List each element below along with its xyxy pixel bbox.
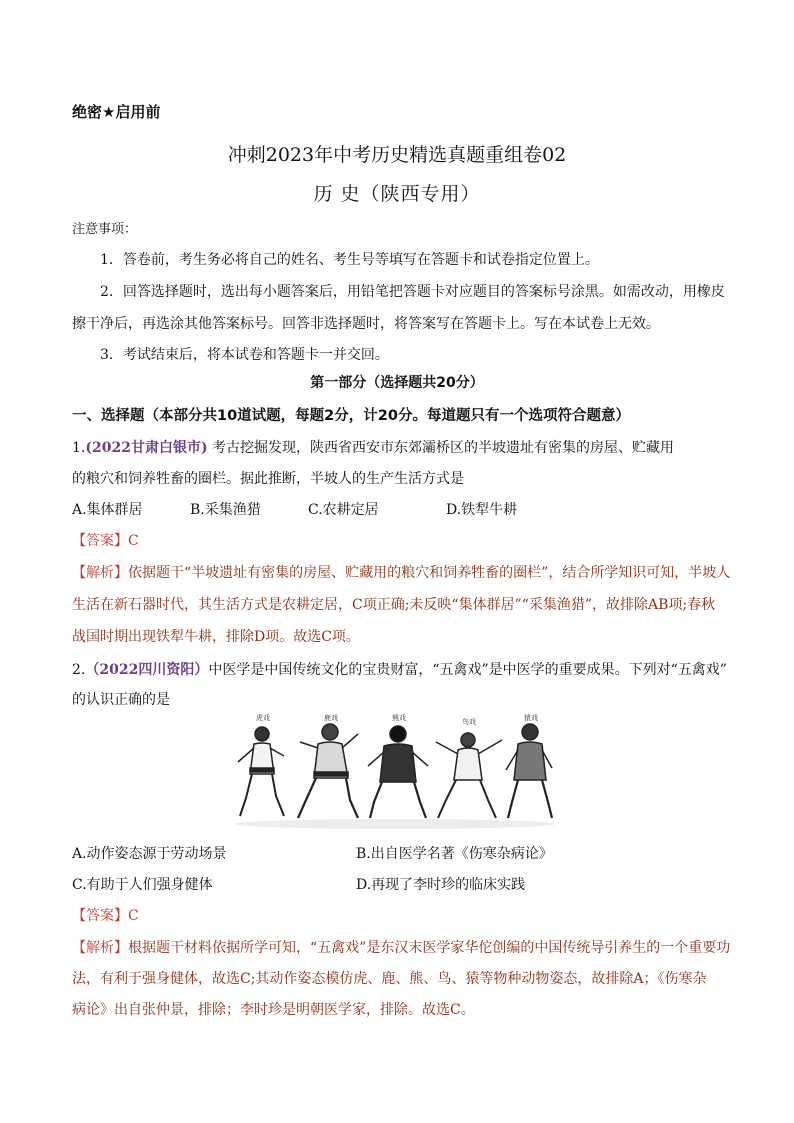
figure-label-bear: 熊戏 xyxy=(392,714,406,722)
q1-answer xyxy=(72,530,139,550)
wuqinxi-illustration xyxy=(230,712,560,830)
q2-answer-label: 【答案】 xyxy=(72,908,128,924)
q2-option-c: C.有助于人们强身健体 xyxy=(72,877,213,893)
q1-option-a: A.集体群居 xyxy=(72,502,143,518)
q1-stem-text: 考古挖掘发现，陕西省西安市东郊灞桥区的半坡遗址有密集的房屋、贮藏用 xyxy=(212,440,675,456)
section-header: 一、选择题（本部分共10道试题，每题2分，计20分。每道题只有一个选项符合题意） xyxy=(72,408,630,424)
q1-stem-line-2: 的粮穴和饲养牲畜的圈栏。据此推断，半坡人的生产生活方式是 xyxy=(72,471,464,487)
q1-analysis-label: 【解析】 xyxy=(72,565,128,581)
q1-analysis-text-1: 依据题干“半坡遗址有密集的房屋、贮藏用的粮穴和饲养牲畜的圈栏”，结合所学知识可知，半坡人 xyxy=(128,565,731,581)
notice-heading: 注意事项： xyxy=(72,222,138,237)
q2-option-a: A.动作姿态源于劳动场景 xyxy=(72,846,227,862)
q1-analysis-line-2: 生活在新石器时代，其生活方式是农耕定居，C项正确;未反映“集体群居”“采集渔猎”，故排除AB项;春秋 xyxy=(72,597,716,613)
wuqinxi-figures xyxy=(230,712,560,830)
figure-tiger xyxy=(238,727,284,816)
notice-item-2-line-1: 2．回答选择题时，选出每小题答案后，用铅笔把答题卡对应题目的答案标号涂黑。如需改动，用橡皮 xyxy=(100,284,725,300)
q2-source: （2022四川资阳） xyxy=(85,662,209,678)
q1-answer-value: C xyxy=(128,533,139,549)
figure-bird xyxy=(436,733,502,818)
figure-label-ape: 猿戏 xyxy=(524,714,538,722)
notice-item-1: 1．答卷前，考生务必将自己的姓名、考生号等填写在答题卡和试卷指定位置上。 xyxy=(100,252,599,268)
figure-label-deer: 鹿戏 xyxy=(324,714,338,722)
figure-label-bird: 鸟戏 xyxy=(462,718,476,726)
q2-option-b: B.出自医学名著《伤寒杂病论》 xyxy=(356,846,553,862)
figure-label-tiger: 虎戏 xyxy=(256,714,270,722)
q1-option-c: C.农耕定居 xyxy=(308,502,379,518)
q2-answer xyxy=(72,905,139,925)
secret-label: 绝密★启用前 xyxy=(72,103,161,121)
figure-ape xyxy=(506,724,552,818)
q1-option-d: D.铁犁牛耕 xyxy=(446,502,518,518)
figure-deer xyxy=(298,724,358,818)
q1-number: 1. xyxy=(72,440,86,456)
q1-answer-label: 【答案】 xyxy=(72,533,128,549)
q1-analysis-line-3: 战国时期出现铁犁牛耕，排除D项。故选C项。 xyxy=(72,629,360,645)
q2-analysis-line-3: 病论》出自张仲景，排除；李时珍是明朝医学家，排除。故选C。 xyxy=(72,1002,475,1018)
q2-option-d: D.再现了李时珍的临床实践 xyxy=(356,877,526,893)
q1-stem-line-1 xyxy=(72,437,674,457)
q2-analysis-line-2: 法，有利于强身健体，故选C;其动作姿态模仿虎、鹿、熊、鸟、猿等物种动物姿态，故排除A；《伤寒杂 xyxy=(72,971,707,987)
q2-stem-line-1 xyxy=(72,659,727,679)
page-subtitle: 历 史（陕西专用） xyxy=(313,183,481,205)
q1-option-b: B.采集渔猎 xyxy=(190,502,261,518)
figure-bear xyxy=(368,726,428,818)
q2-stem-text: 中医学是中国传统文化的宝贵财富，“五禽戏”是中医学的重要成果。下列对“五禽戏” xyxy=(208,662,727,678)
page-title: 冲刺2023年中考历史精选真题重组卷02 xyxy=(227,144,567,166)
q2-stem-line-2: 的认识正确的是 xyxy=(72,692,170,708)
q2-answer-value: C xyxy=(128,908,139,924)
q1-analysis-line-1 xyxy=(72,562,730,582)
q2-number: 2. xyxy=(72,662,86,678)
q2-analysis-label: 【解析】 xyxy=(72,940,128,956)
part1-heading: 第一部分（选择题共20分） xyxy=(310,375,484,391)
notice-item-2-line-2: 擦干净后，再选涂其他答案标号。回答非选择题时，将答案写在答题卡上。写在本试卷上无效。 xyxy=(72,316,660,332)
q2-analysis-text-1: 根据题干材料依据所学可知，“五禽戏”是东汉末医学家华佗创编的中国传统导引养生的一个重要功 xyxy=(128,940,731,956)
q2-analysis-line-1 xyxy=(72,937,730,957)
notice-item-3: 3．考试结束后，将本试卷和答题卡一并交回。 xyxy=(100,347,389,363)
q1-source: (2022甘肃白银市) xyxy=(85,440,208,456)
